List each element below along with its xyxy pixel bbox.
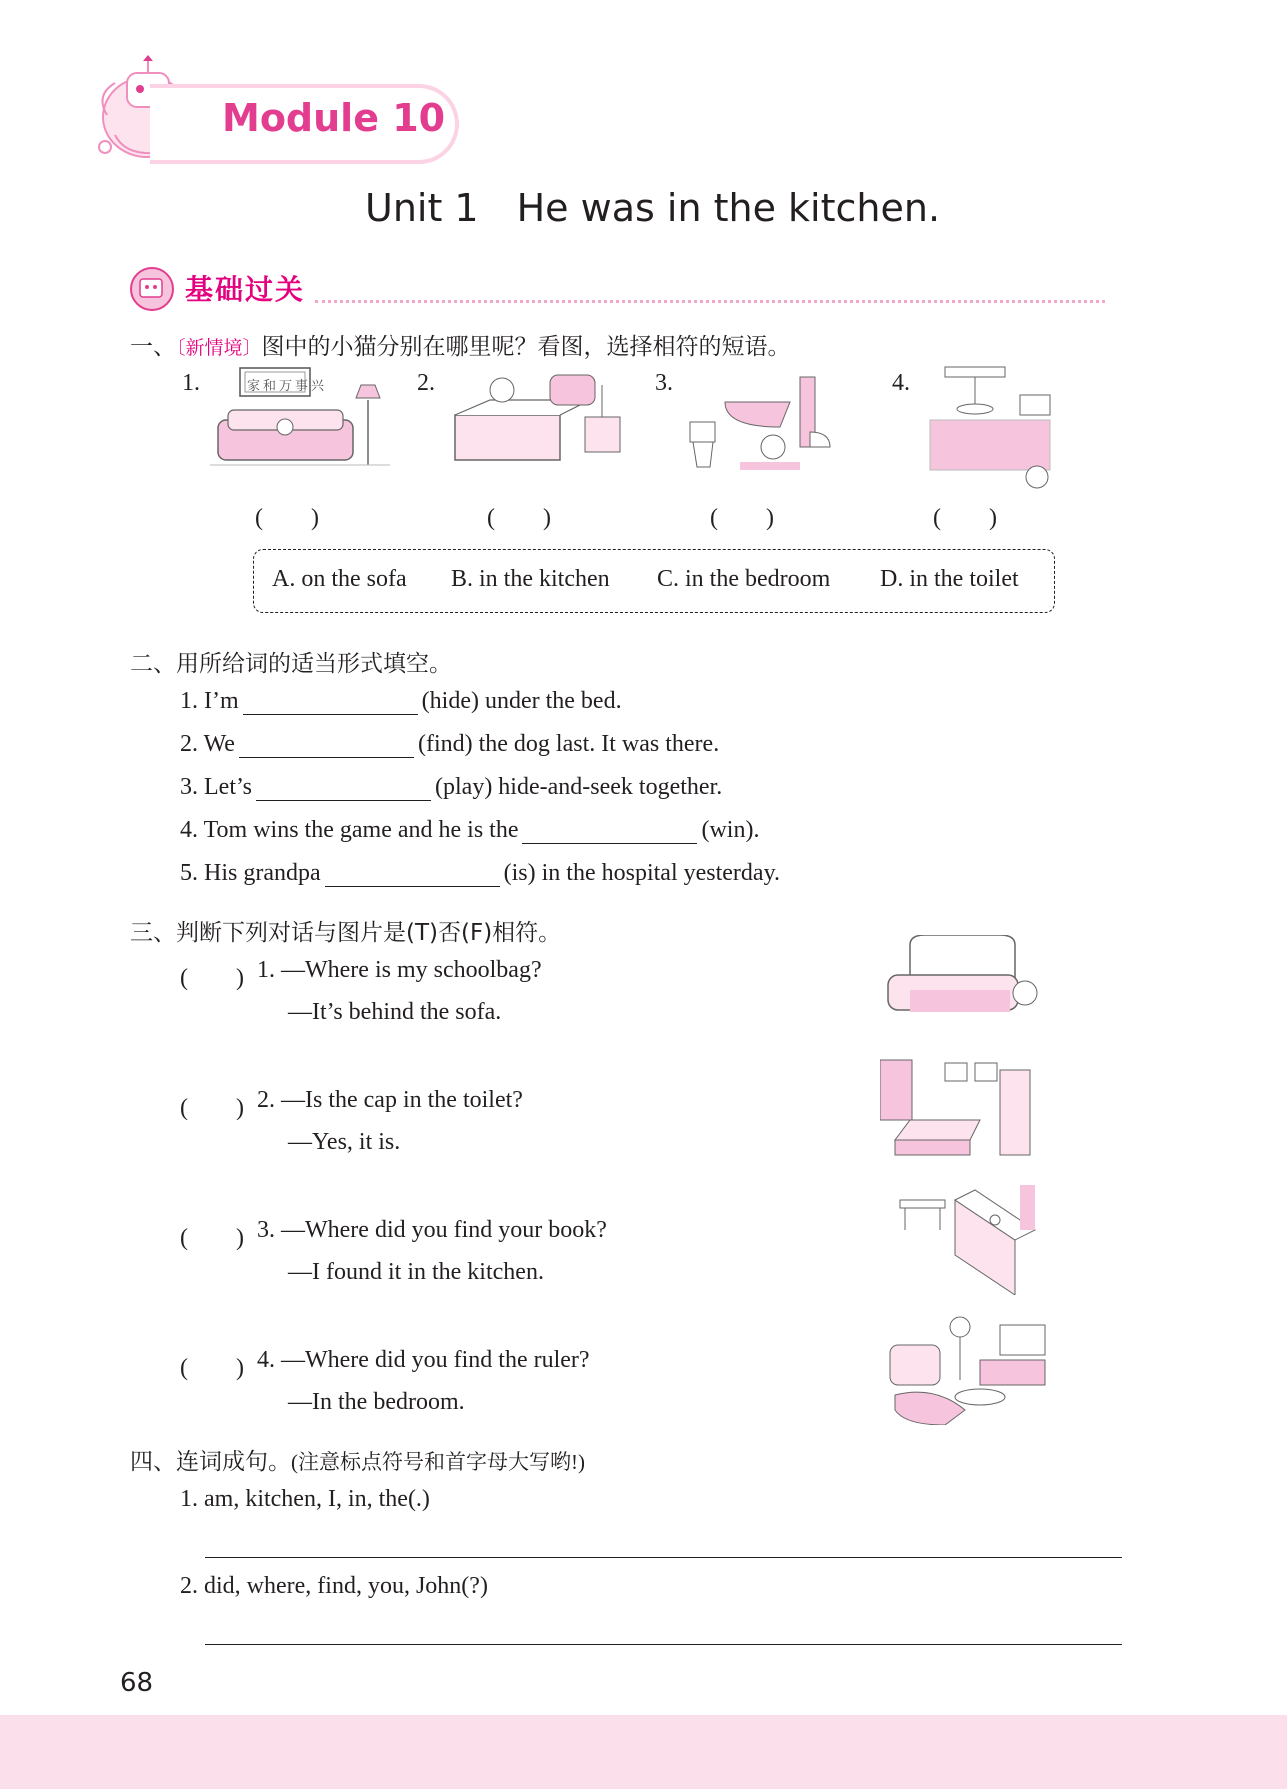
picture-3-number: 3. [655, 370, 673, 396]
fill-item-4-before: 4. Tom wins the game and he is the [180, 817, 519, 843]
option-c: C. in the bedroom [657, 566, 831, 592]
fill-item-5-after: (is) in the hospital yesterday. [503, 860, 781, 886]
fill-item-2 [180, 731, 719, 758]
tf-reply-2: —Yes, it is. [288, 1129, 401, 1155]
part4-title: 四、连词成句。 [130, 1449, 291, 1475]
fill-blank-2[interactable] [239, 733, 414, 758]
part1-instruction: 图中的小猫分别在哪里呢？看图，选择相符的短语。 [261, 334, 791, 360]
picture-1-answer[interactable]: ( ) [255, 505, 319, 531]
picture-3-answer[interactable]: ( ) [710, 505, 774, 531]
fill-item-1-before: 1. I’m [180, 688, 239, 714]
part3-title: 三、判断下列对话与图片是(T)否(F)相符。 [130, 920, 562, 946]
section-divider [315, 300, 1105, 303]
fill-blank-5[interactable] [325, 862, 500, 887]
bedroom-picture [450, 365, 630, 480]
fill-item-3-before: 3. Let’s [180, 774, 252, 800]
living-room-tv-picture [885, 1315, 1055, 1425]
sofa-with-bag-picture [880, 935, 1045, 1025]
tf-answer-4[interactable]: ( ) [180, 1355, 244, 1381]
kitchen-picture [925, 365, 1055, 490]
option-b: B. in the kitchen [451, 566, 610, 592]
fill-item-1 [180, 688, 622, 715]
tf-question-1: 1. —Where is my schoolbag? [257, 957, 542, 983]
bedroom-door-picture [880, 1055, 1035, 1165]
bottom-band [0, 1715, 1287, 1789]
tf-reply-1: —It’s behind the sofa. [288, 999, 502, 1025]
picture-4-answer[interactable]: ( ) [933, 505, 997, 531]
unit-title: Unit 1 He was in the kitchen. [365, 186, 941, 230]
fill-item-3 [180, 774, 722, 801]
fill-item-5-before: 5. His grandpa [180, 860, 321, 886]
tf-question-4: 4. —Where did you find the ruler? [257, 1347, 590, 1373]
picture-2-number: 2. [417, 370, 435, 396]
part1-heading [130, 328, 791, 361]
tf-reply-3: —I found it in the kitchen. [288, 1259, 544, 1285]
answer-line-1[interactable] [205, 1557, 1122, 1558]
tf-answer-2[interactable]: ( ) [180, 1095, 244, 1121]
part2-title: 二、用所给词的适当形式填空。 [130, 651, 452, 677]
picture-1-scroll-text: 家和万事兴 [247, 378, 328, 393]
fill-item-5 [180, 860, 780, 887]
tf-reply-4: —In the bedroom. [288, 1389, 465, 1415]
fill-item-3-after: (play) hide-and-seek together. [435, 774, 723, 800]
answer-line-2[interactable] [205, 1644, 1122, 1645]
picture-4-number: 4. [892, 370, 910, 396]
fill-item-2-before: 2. We [180, 731, 235, 757]
picture-1-number: 1. [182, 370, 200, 396]
fill-blank-3[interactable] [256, 776, 431, 801]
part1-number: 一、 [130, 334, 176, 360]
fill-item-1-after: (hide) under the bed. [421, 688, 622, 714]
kitchen-counter-picture [895, 1185, 1040, 1295]
tf-answer-3[interactable]: ( ) [180, 1225, 244, 1251]
option-a: A. on the sofa [272, 566, 407, 592]
part1-tag: 〔新情境〕 [176, 337, 262, 359]
fill-item-2-after: (find) the dog last. It was there. [417, 731, 720, 757]
tf-question-2: 2. —Is the cap in the toilet? [257, 1087, 523, 1113]
sentence-item-2: 2. did, where, find, you, John(?) [180, 1573, 488, 1599]
sentence-item-1: 1. am, kitchen, I, in, the(.) [180, 1486, 430, 1512]
picture-2-answer[interactable]: ( ) [487, 505, 551, 531]
fill-blank-1[interactable] [243, 690, 418, 715]
page-number: 68 [120, 1668, 154, 1698]
fill-blank-4[interactable] [522, 819, 697, 844]
option-d: D. in the toilet [880, 566, 1019, 592]
module-title: Module 10 [222, 96, 446, 140]
section-badge-icon [128, 265, 178, 313]
part4-heading [130, 1443, 585, 1476]
part4-note: (注意标点符号和首字母大写哟!) [291, 1450, 585, 1474]
tf-question-3: 3. —Where did you find your book? [257, 1217, 607, 1243]
section-title: 基础过关 [185, 273, 306, 306]
tf-answer-1[interactable]: ( ) [180, 965, 244, 991]
fill-item-4 [180, 817, 759, 844]
fill-item-4-after: (win). [701, 817, 760, 843]
bathroom-picture [685, 372, 845, 482]
